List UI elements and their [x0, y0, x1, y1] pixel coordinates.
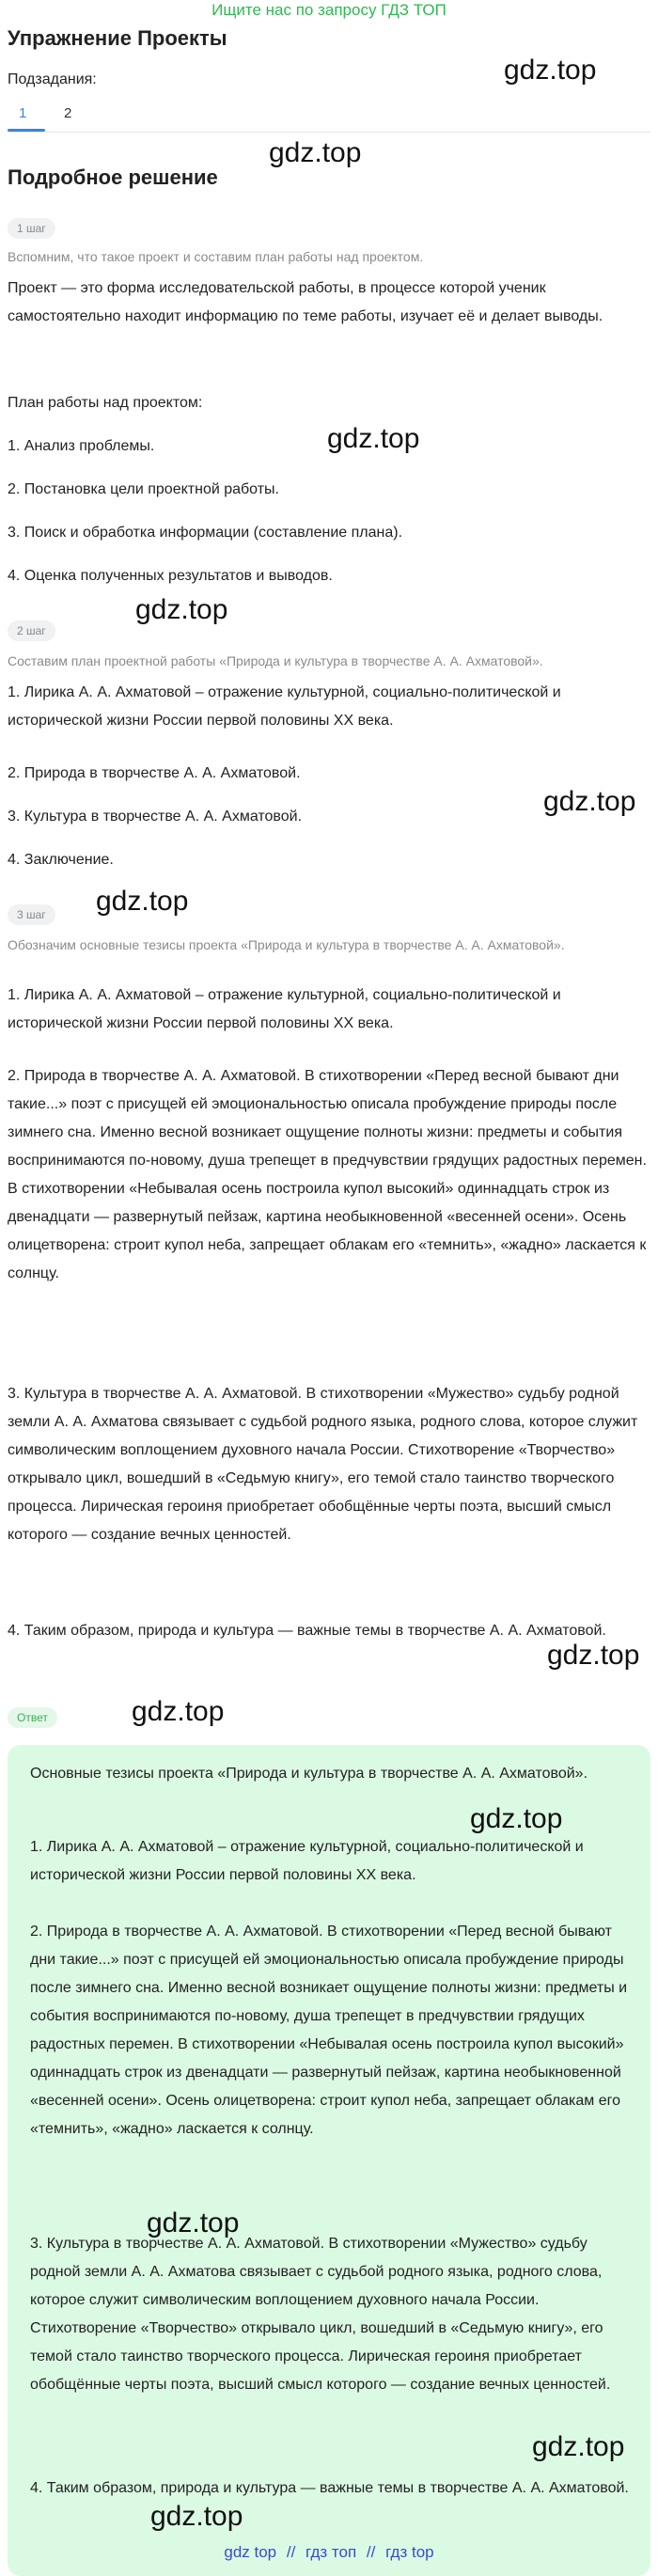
footer-link[interactable]: gdz top: [224, 2543, 277, 2561]
watermark: gdz.top: [150, 2501, 243, 2532]
watermark: gdz.top: [327, 423, 420, 454]
footer-links: [0, 2543, 658, 2562]
step1-paragraph: Проект — это форма исследовательской работы, в процессе которой ученик самостоятельно находит информацию по теме работы, изучает её и делает выводы.: [8, 280, 603, 324]
page-title: Упражнение Проекты: [8, 26, 227, 50]
step-badge-1: 1 шаг: [8, 218, 55, 239]
answer-paragraph: 2. Природа в творчестве А. А. Ахматовой. В стихотворении «Перед весной бывают дни такие...» поэт с присущей ей эмоциональностью описала пробуждение природы после зимнего сна. Именно весной возникает ощущение полноты жизни: предметы и события воспринимаются по-новому, душа трепещет в предчувствии грядущих радостных перемен. В стихотворении «Небывалая осень построила купол высокий» одиннадцать строк из двенадцати — развернутый пейзаж, картина необыкновенной «весенней осени». Осень олицетворена: строит купол неба, запрещает облакам его «темнить», «жадно» ласкается к солнцу.: [30, 1924, 628, 2137]
watermark: gdz.top: [269, 137, 362, 168]
step2-paragraph: 1. Лирика А. А. Ахматовой – отражение культурной, социально-политической и исторической жизни России первой половины XX века.: [8, 684, 561, 729]
step2-paragraph: 3. Культура в творчестве А. А. Ахматовой.: [8, 809, 303, 825]
step-badge-3: 3 шаг: [8, 904, 55, 925]
active-tab-indicator: [8, 129, 45, 132]
answer-paragraph: 4. Таким образом, природа и культура — важные темы в творчестве А. А. Ахматовой.: [30, 2480, 629, 2496]
step-hint-1: Вспомним, что такое проект и составим план работы над проектом.: [8, 249, 424, 264]
answer-paragraph: 1. Лирика А. А. Ахматовой – отражение культурной, социально-политической и исторической жизни России первой половины XX века.: [30, 1839, 584, 1883]
tab-2[interactable]: 2: [64, 105, 72, 121]
step3-paragraph: 3. Культура в творчестве А. А. Ахматовой. В стихотворении «Мужество» судьбу родной земли А. А. Ахматова связывает с судьбой родного языка, родного слова, которое служит символическим воплощением духовного начала России. Стихотворение «Творчество» открывало цикл, вошедший в «Седьмую книгу», его темой стало таинство творческого процесса. Лирическая героиня приобретает обобщённые черты поэта, высший смысл которого — создание вечных ценностей.: [8, 1386, 638, 1543]
answer-paragraph: Основные тезисы проекта «Природа и культура в творчестве А. А. Ахматовой».: [30, 1766, 588, 1782]
answer-paragraph: 3. Культура в творчестве А. А. Ахматовой. В стихотворении «Мужество» судьбу родной земли А. А. Ахматова связывает с судьбой родного языка, родного слова, которое служит символическим воплощением духовного начала России. Стихотворение «Творчество» открывало цикл, вошедший в «Седьмую книгу», его темой стало таинство творческого процесса. Лирическая героиня приобретает обобщённые черты поэта, высший смысл которого — создание вечных ценностей.: [30, 2236, 611, 2393]
answer-badge: Ответ: [8, 1707, 57, 1728]
step1-paragraph: 1. Анализ проблемы.: [8, 438, 155, 454]
step3-paragraph: 1. Лирика А. А. Ахматовой – отражение культурной, социально-политической и исторической жизни России первой половины XX века.: [8, 987, 561, 1031]
footer-link[interactable]: гдз топ: [306, 2543, 357, 2561]
watermark: gdz.top: [470, 1803, 563, 1834]
footer-separator: //: [366, 2543, 376, 2561]
footer-separator: //: [286, 2543, 296, 2561]
step2-paragraph: 4. Заключение.: [8, 852, 114, 868]
step-hint-3: Обозначим основные тезисы проекта «Природа и культура в творчестве А. А. Ахматовой».: [8, 937, 565, 952]
watermark: gdz.top: [504, 55, 597, 86]
step3-paragraph: 4. Таким образом, природа и культура — важные темы в творчестве А. А. Ахматовой.: [8, 1623, 606, 1639]
footer-link[interactable]: гдз top: [385, 2543, 434, 2561]
subtask-tabs: [8, 98, 650, 133]
watermark: gdz.top: [543, 786, 636, 817]
top-banner: Ищите нас по запросу ГДЗ ТОП: [212, 1, 446, 19]
step1-paragraph: 3. Поиск и обработка информации (составление плана).: [8, 525, 403, 541]
watermark: gdz.top: [532, 2431, 625, 2462]
step3-paragraph: 2. Природа в творчестве А. А. Ахматовой. В стихотворении «Перед весной бывают дни такие...» поэт с присущей ей эмоциональностью описала пробуждение природы после зимнего сна. Именно весной возникает ощущение полноты жизни: предметы и события воспринимаются по-новому, душа трепещет в предчувствии грядущих радостных перемен. В стихотворении «Небывалая осень построила купол высокий» одиннадцать строк из двенадцати — развернутый пейзаж, картина необыкновенной «весенней осени». Осень олицетворена: строит купол неба, запрещает облакам его «темнить», «жадно» ласкается к солнцу.: [8, 1068, 647, 1281]
watermark: gdz.top: [132, 1696, 225, 1727]
watermark: gdz.top: [547, 1640, 640, 1671]
watermark: gdz.top: [147, 2207, 240, 2238]
step1-paragraph: План работы над проектом:: [8, 395, 203, 411]
step1-paragraph: 2. Постановка цели проектной работы.: [8, 481, 279, 497]
section-title: Подробное решение: [8, 165, 218, 189]
subtasks-label: Подзадания:: [8, 71, 97, 87]
watermark: gdz.top: [135, 594, 228, 625]
step-badge-2: 2 шаг: [8, 620, 55, 641]
step2-paragraph: 2. Природа в творчестве А. А. Ахматовой.: [8, 765, 301, 781]
watermark: gdz.top: [96, 886, 189, 917]
step-hint-2: Составим план проектной работы «Природа и культура в творчестве А. А. Ахматовой».: [8, 653, 543, 668]
step1-paragraph: 4. Оценка полученных результатов и выводов.: [8, 568, 333, 584]
tab-1[interactable]: 1: [19, 105, 27, 121]
